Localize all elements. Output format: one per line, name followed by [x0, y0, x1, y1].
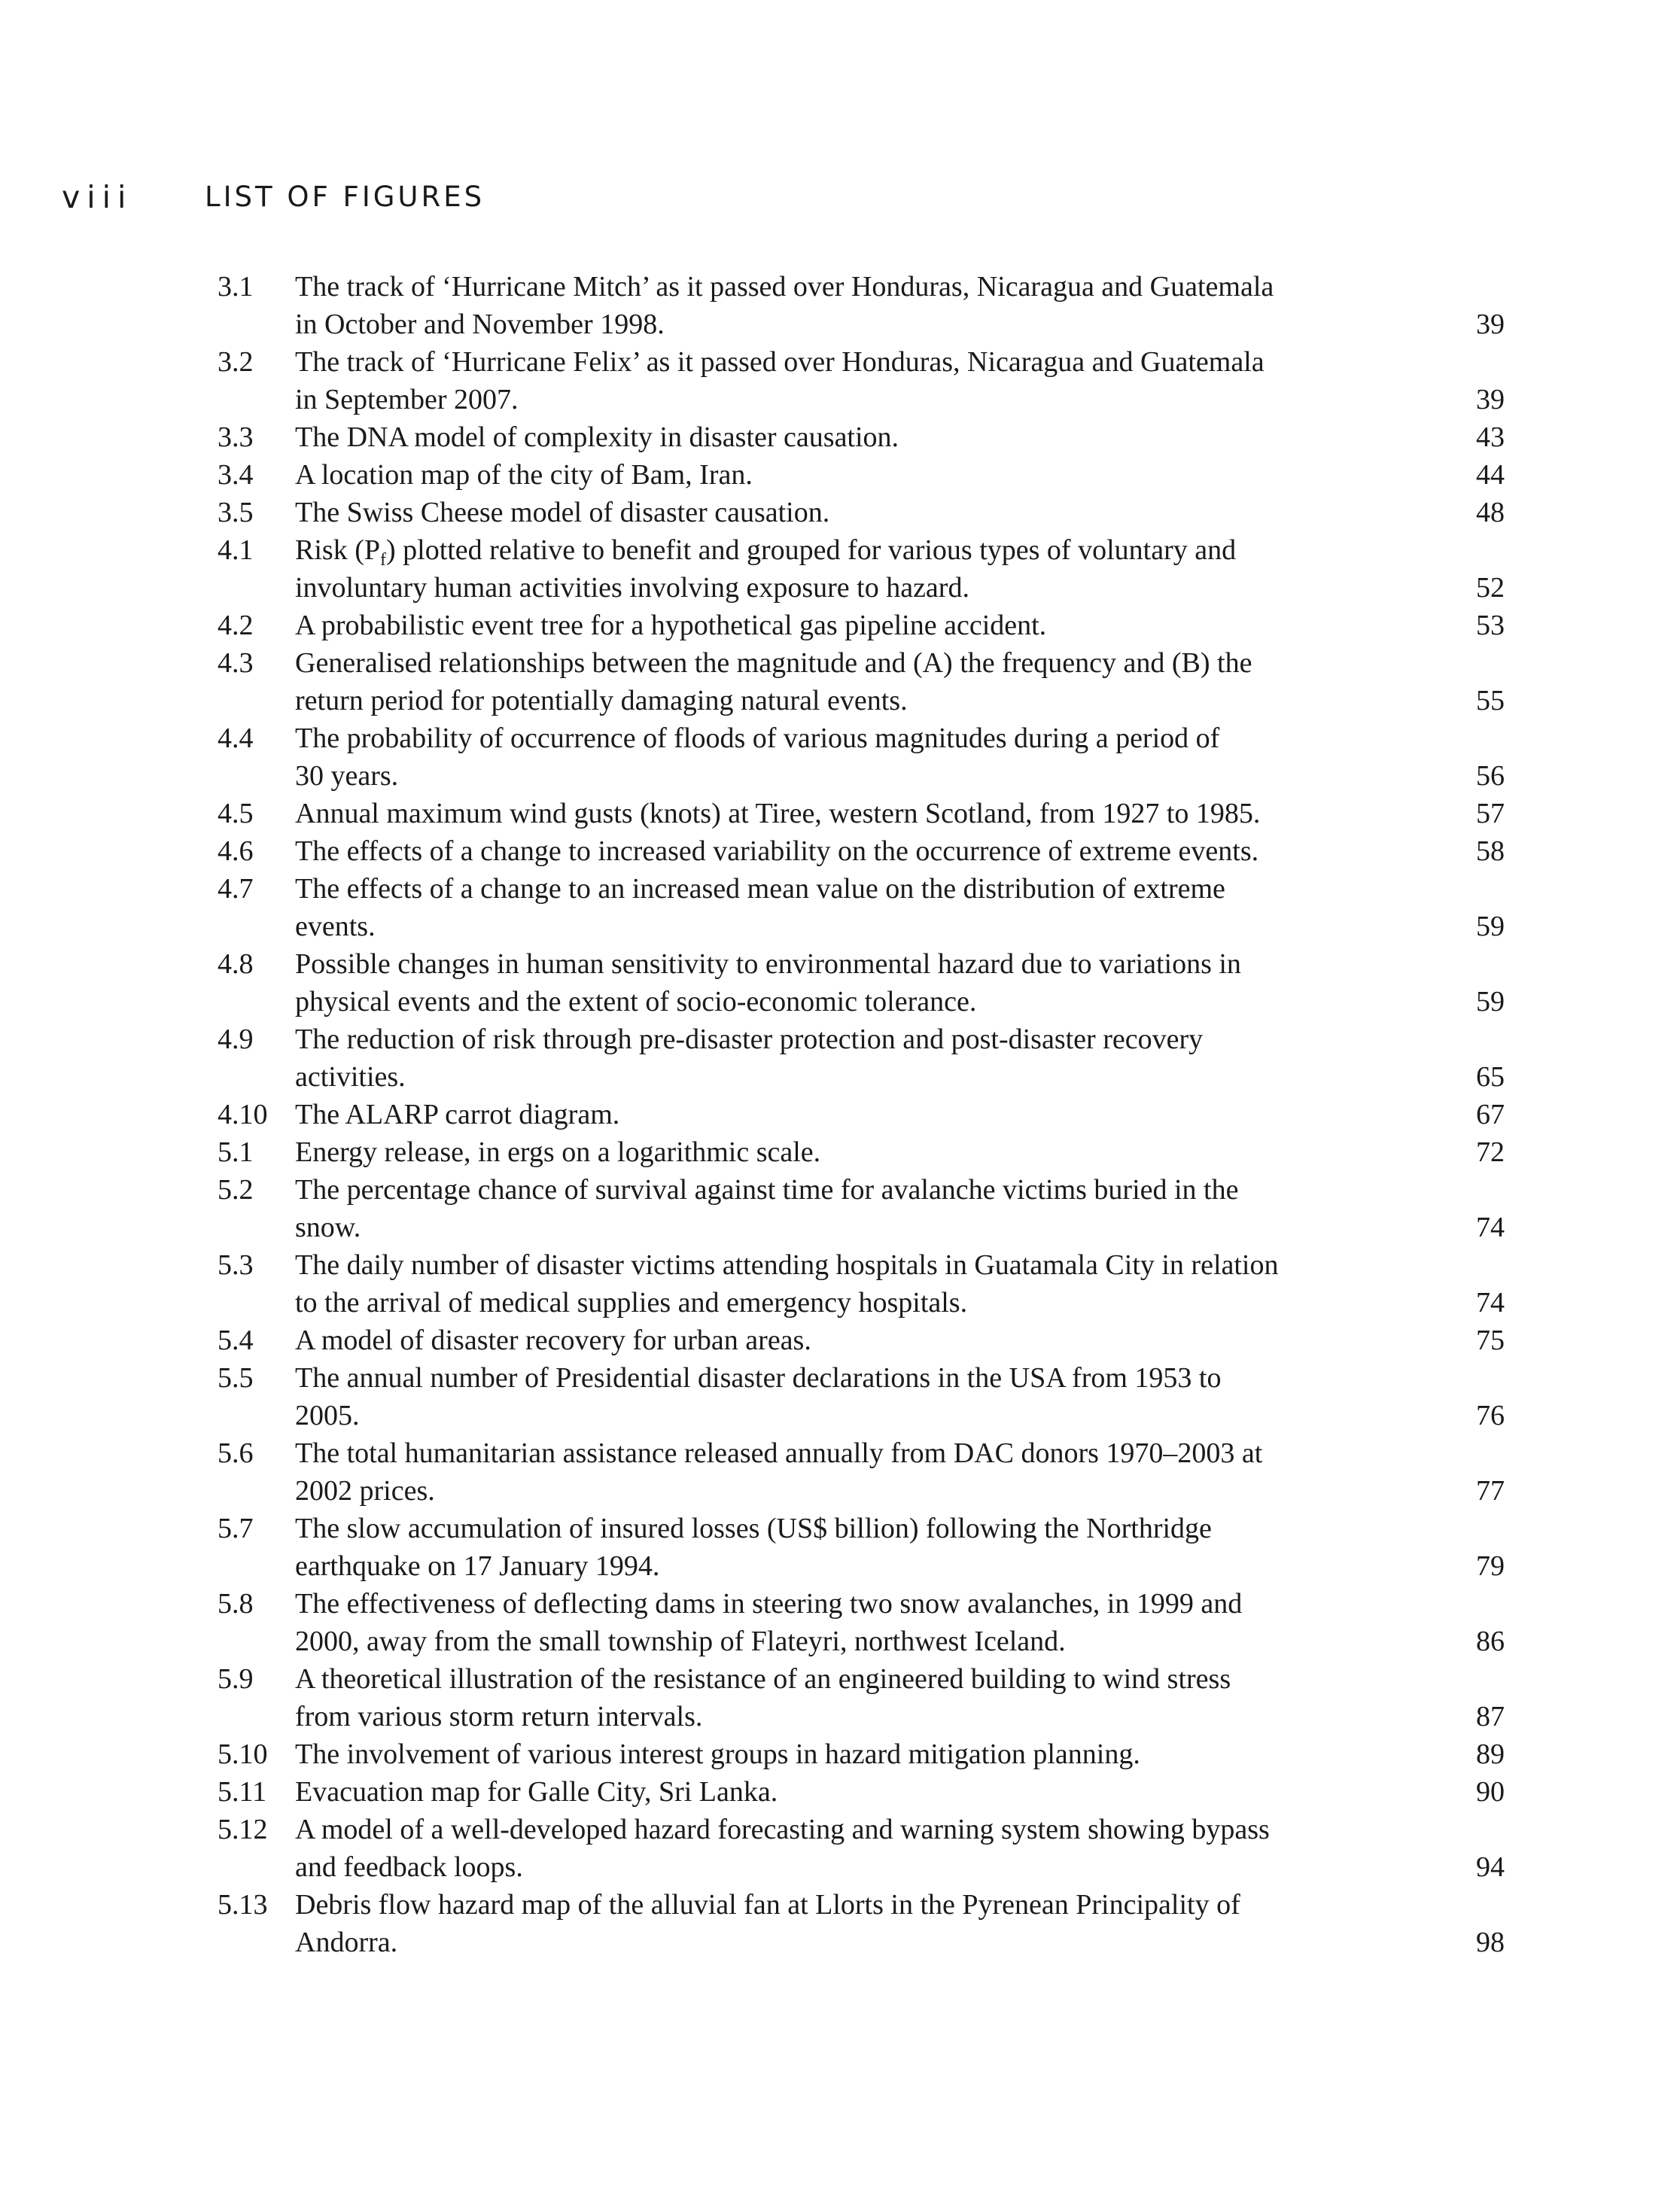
figure-number: 4.5 [218, 798, 254, 829]
figure-page: 59 [1476, 986, 1505, 1017]
figure-entry [0, 268, 1680, 343]
figure-number: 3.2 [218, 346, 254, 378]
figure-number: 5.7 [218, 1513, 254, 1544]
figure-page: 56 [1476, 760, 1505, 792]
figure-entry [0, 1246, 1680, 1322]
caption-text: ) plotted relative to benefit and grouped for various types of voluntary and involuntary human activities involving exposure to hazard. [295, 534, 1237, 604]
figure-page: 57 [1476, 798, 1505, 829]
figure-caption: Energy release, in ergs on a logarithmic scale. [295, 1136, 821, 1168]
figure-page: 48 [1476, 497, 1505, 528]
figure-number: 4.3 [218, 647, 254, 679]
figure-entry [0, 1020, 1680, 1096]
figure-page: 65 [1476, 1061, 1505, 1093]
figure-caption: Generalised relationships between the magnitude and (A) the frequency and (B) the return period for potentially damaging natural events. [295, 647, 1252, 716]
figure-number: 4.8 [218, 948, 254, 980]
figure-number: 4.7 [218, 873, 254, 905]
figure-caption: A model of disaster recovery for urban areas. [295, 1325, 811, 1356]
figure-number: 4.4 [218, 722, 254, 754]
figure-caption: The total humanitarian assistance released annually from DAC donors 1970–2003 at 2002 prices. [295, 1437, 1263, 1507]
figure-number: 4.2 [218, 610, 254, 641]
figure-number: 5.11 [218, 1776, 267, 1808]
figure-caption: The effects of a change to an increased mean value on the distribution of extreme events. [295, 873, 1225, 942]
figure-page: 39 [1476, 384, 1505, 415]
figure-page: 67 [1476, 1099, 1505, 1130]
figure-entry [0, 1171, 1680, 1246]
caption-subscript: f [379, 550, 386, 570]
figure-caption: Annual maximum wind gusts (knots) at Tiree, western Scotland, from 1927 to 1985. [295, 798, 1261, 829]
figure-caption: The DNA model of complexity in disaster causation. [295, 421, 899, 453]
figure-number: 3.5 [218, 497, 254, 528]
figure-number: 5.12 [218, 1814, 268, 1845]
figure-page: 77 [1476, 1475, 1505, 1507]
figure-caption: The track of ‘Hurricane Mitch’ as it passed over Honduras, Nicaragua and Guatemala in October and November 1998. [295, 271, 1274, 340]
figure-entry [0, 531, 1680, 607]
figure-page: 52 [1476, 572, 1505, 604]
figure-number: 4.10 [218, 1099, 268, 1130]
figure-entry [0, 1359, 1680, 1434]
figure-caption: Evacuation map for Galle City, Sri Lanka. [295, 1776, 778, 1808]
figure-page: 74 [1476, 1212, 1505, 1243]
figure-page: 39 [1476, 309, 1505, 340]
figure-entry [0, 1735, 1680, 1773]
figure-caption [295, 531, 1424, 607]
figure-entry [0, 795, 1680, 832]
figure-entry [0, 1773, 1680, 1811]
figure-page: 53 [1476, 610, 1505, 641]
figure-number: 4.9 [218, 1024, 254, 1055]
figure-number: 4.6 [218, 835, 254, 867]
figure-entry [0, 1133, 1680, 1171]
figure-caption: The effects of a change to increased variability on the occurrence of extreme events. [295, 835, 1259, 867]
figure-page: 76 [1476, 1400, 1505, 1431]
figure-page: 89 [1476, 1738, 1505, 1770]
figure-entry [0, 1322, 1680, 1359]
figure-list [0, 268, 1680, 1961]
figure-caption: A theoretical illustration of the resistance of an engineered building to wind stress from various storm return intervals. [295, 1663, 1231, 1732]
figure-page: 72 [1476, 1136, 1505, 1168]
figure-page: 79 [1476, 1550, 1505, 1582]
figure-page: 94 [1476, 1851, 1505, 1883]
figure-page: 55 [1476, 685, 1505, 716]
figure-caption: The effectiveness of deflecting dams in steering two snow avalanches, in 1999 and 2000, away from the small township of Flateyri, northwest Iceland. [295, 1588, 1243, 1657]
figure-number: 5.3 [218, 1249, 254, 1281]
figure-entry [0, 1811, 1680, 1886]
page-number: viii [62, 179, 133, 215]
figure-caption: The reduction of risk through pre-disaster protection and post-disaster recovery activities. [295, 1024, 1204, 1093]
figure-caption: The Swiss Cheese model of disaster causation. [295, 497, 830, 528]
figure-number: 5.9 [218, 1663, 254, 1695]
figure-entry [0, 719, 1680, 795]
figure-entry [0, 644, 1680, 719]
figure-page: 59 [1476, 911, 1505, 942]
figure-caption: The track of ‘Hurricane Felix’ as it passed over Honduras, Nicaragua and Guatemala in September 2007. [295, 346, 1265, 415]
figure-caption: The daily number of disaster victims attending hospitals in Guatamala City in relation to the arrival of medical supplies and emergency hospitals. [295, 1249, 1279, 1319]
figure-page: 87 [1476, 1701, 1505, 1732]
figure-entry [0, 832, 1680, 870]
figure-page: 44 [1476, 459, 1505, 491]
figure-page: 74 [1476, 1287, 1505, 1319]
figure-number: 4.1 [218, 534, 254, 566]
figure-number: 5.2 [218, 1174, 254, 1206]
figure-number: 5.1 [218, 1136, 254, 1168]
figure-caption: The ALARP carrot diagram. [295, 1099, 620, 1130]
figure-entry [0, 494, 1680, 531]
figure-entry [0, 870, 1680, 945]
figure-number: 5.13 [218, 1889, 268, 1921]
figure-caption: The annual number of Presidential disaster declarations in the USA from 1953 to 2005. [295, 1362, 1222, 1431]
figure-entry [0, 1510, 1680, 1585]
figure-caption: Debris flow hazard map of the alluvial fan at Llorts in the Pyrenean Principality of Andorra. [295, 1889, 1240, 1958]
figure-caption: The probability of occurrence of floods of various magnitudes during a period of 30 years. [295, 722, 1220, 792]
figure-page: 75 [1476, 1325, 1505, 1356]
figure-number: 5.6 [218, 1437, 254, 1469]
figure-caption: A model of a well-developed hazard forecasting and warning system showing bypass and feedback loops. [295, 1814, 1270, 1883]
figure-number: 5.10 [218, 1738, 268, 1770]
figure-caption: A location map of the city of Bam, Iran. [295, 459, 753, 491]
figure-entry [0, 1886, 1680, 1961]
figure-number: 3.4 [218, 459, 254, 491]
figure-number: 3.3 [218, 421, 254, 453]
running-head: LIST OF FIGURES [205, 181, 485, 213]
figure-entry [0, 607, 1680, 644]
figure-page: 58 [1476, 835, 1505, 867]
figure-page: 90 [1476, 1776, 1505, 1808]
figure-entry [0, 1585, 1680, 1660]
figure-page: 86 [1476, 1626, 1505, 1657]
figure-entry [0, 343, 1680, 418]
caption-text: Risk (P [295, 534, 380, 566]
figure-caption: The slow accumulation of insured losses (US$ billion) following the Northridge earthquake on 17 January 1994. [295, 1513, 1212, 1582]
figure-entry [0, 1660, 1680, 1735]
figure-number: 5.8 [218, 1588, 254, 1620]
figure-number: 3.1 [218, 271, 254, 303]
figure-entry [0, 1096, 1680, 1133]
figure-page: 98 [1476, 1927, 1505, 1958]
figure-entry [0, 945, 1680, 1020]
figure-caption: Possible changes in human sensitivity to environmental hazard due to variations in physical events and the extent of socio-economic tolerance. [295, 948, 1241, 1017]
figure-page: 43 [1476, 421, 1505, 453]
page-header [0, 175, 1680, 220]
figure-number: 5.5 [218, 1362, 254, 1394]
figure-caption: The involvement of various interest groups in hazard mitigation planning. [295, 1738, 1140, 1770]
figure-entry [0, 456, 1680, 494]
figure-entry [0, 1434, 1680, 1510]
figure-caption: A probabilistic event tree for a hypothetical gas pipeline accident. [295, 610, 1047, 641]
figure-number: 5.4 [218, 1325, 254, 1356]
figure-entry [0, 418, 1680, 456]
figure-caption: The percentage chance of survival against time for avalanche victims buried in the snow. [295, 1174, 1239, 1243]
